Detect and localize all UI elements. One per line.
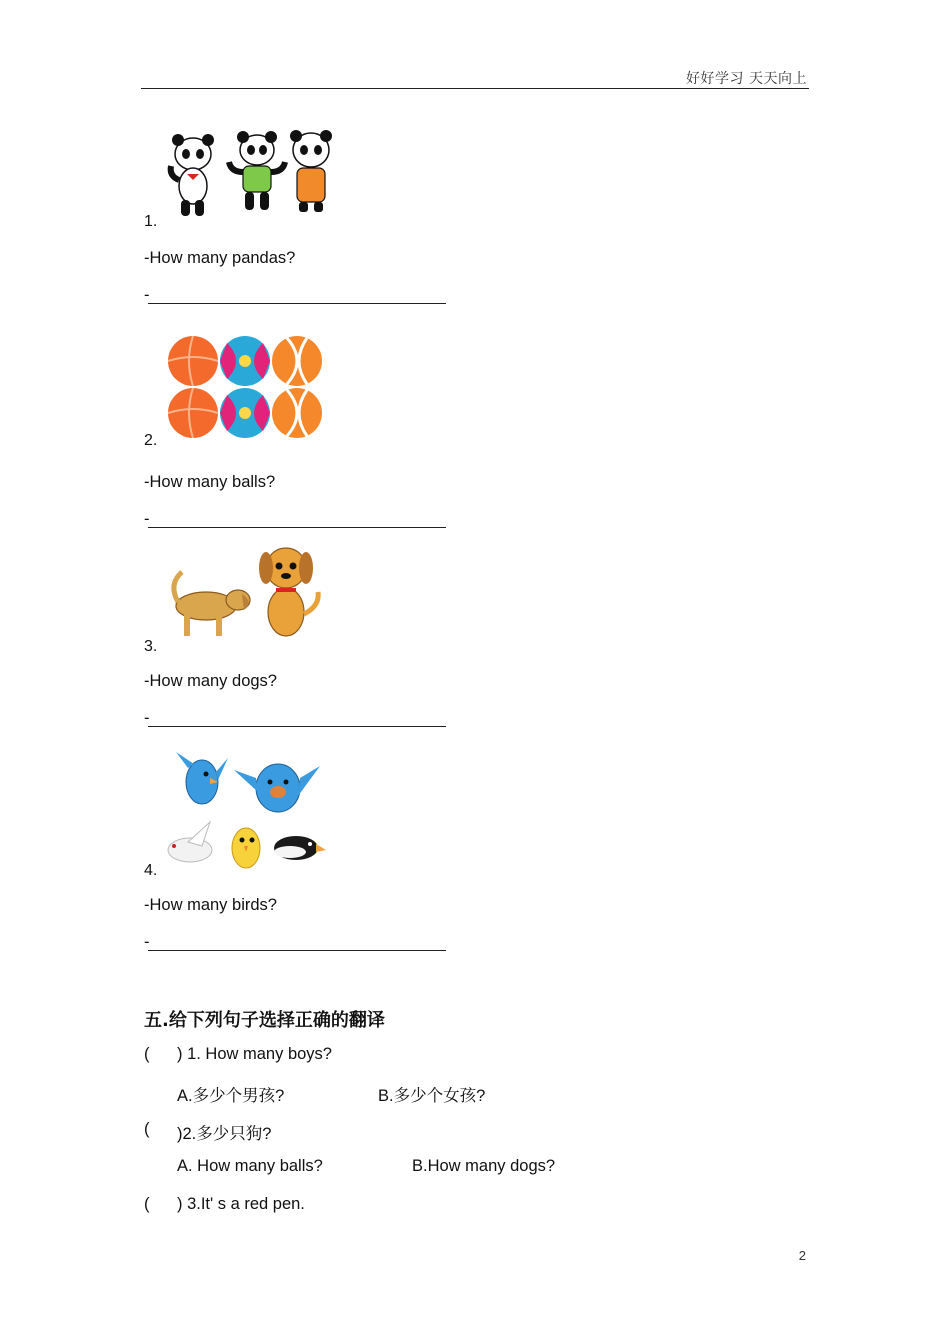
answer-line-2[interactable] [148,527,446,528]
option-b-2[interactable]: B.How many dogs? [412,1157,556,1175]
question-number-3: 3. [144,638,158,655]
question-text-2: -How many balls? [144,473,276,491]
answer-line-4[interactable] [148,950,446,951]
bird-white [168,822,212,862]
question-number-4: 4. [144,862,158,879]
answer-paren-1[interactable]: ( [144,1045,150,1063]
section-title: 五.给下列句子选择正确的翻译 [144,1010,385,1031]
dog-2 [259,548,318,636]
panda-1 [171,134,214,216]
bird-yellow [232,828,260,868]
answer-line-1[interactable] [148,303,446,304]
header-text: 好好学习 天天向上 [686,71,807,87]
question-number-2: 2. [144,432,158,449]
question-text-3: -How many dogs? [144,672,277,690]
birds-image [158,748,328,876]
question-text-4: -How many birds? [144,896,277,914]
panda-3 [290,130,332,212]
question-text-1: -How many pandas? [144,249,296,267]
option-b-1[interactable]: B.多少个女孩? [378,1087,486,1105]
answer-dash-1: - [144,286,150,304]
panda-2 [229,131,285,210]
answer-dash-2: - [144,510,150,528]
answer-line-3[interactable] [148,726,446,727]
translation-question-1: ) 1. How many boys? [177,1045,332,1063]
balls-image [166,334,324,440]
question-number-1: 1. [144,213,158,230]
bird-black [274,836,326,860]
dogs-image [158,544,326,642]
translation-question-3: ) 3.It' s a red pen. [177,1195,305,1213]
bird-blue-2 [234,764,320,812]
answer-paren-3[interactable]: ( [144,1195,150,1213]
answer-paren-2[interactable]: ( [144,1120,150,1138]
option-a-2[interactable]: A. How many balls? [177,1157,323,1175]
answer-dash-3: - [144,709,150,727]
translation-question-2: )2.多少只狗? [177,1125,272,1143]
pandas-image [165,128,335,220]
dog-1 [174,572,250,636]
answer-dash-4: - [144,933,150,951]
bird-blue-1 [176,752,228,804]
header-rule [141,88,809,89]
page-number: 2 [798,1248,806,1263]
option-a-1[interactable]: A.多少个男孩? [177,1087,285,1105]
